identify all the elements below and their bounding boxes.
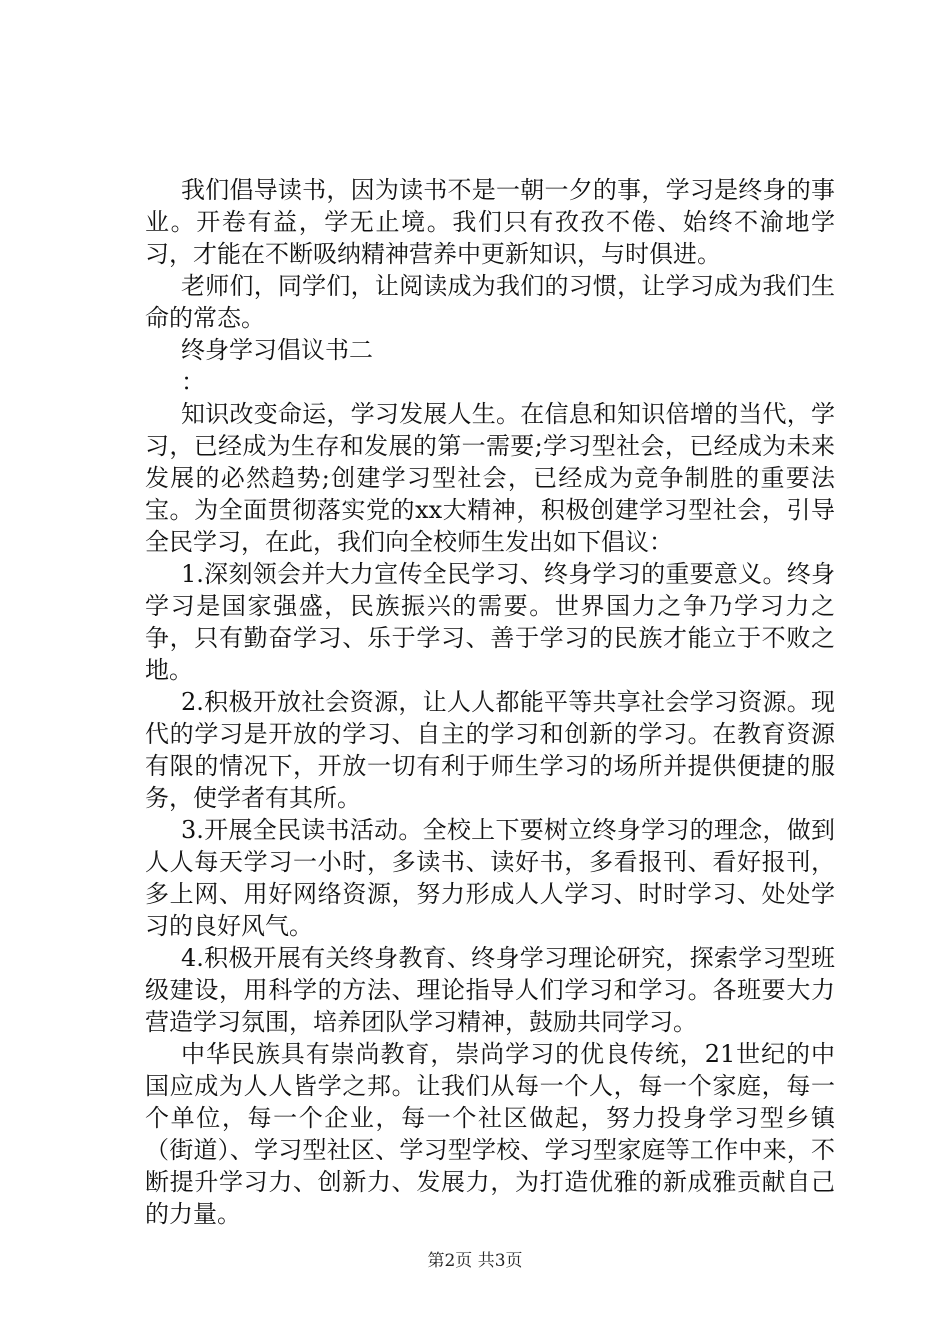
paragraph-intro: 知识改变命运，学习发展人生。在信息和知识倍增的当代，学习，已经成为生存和发展的第一需要;学习型社会，已经成为未来发展的必然趋势;创建学习型社会，已经成为竞争制胜的重要法宝。为全面贯彻落实党的xx大精神，积极创建学习型社会，引导全民学习，在此，我们向全校师生发出如下倡议： bbox=[145, 400, 835, 556]
paragraph-item-1: 1.深刻领会并大力宣传全民学习、终身学习的重要意义。终身学习是国家强盛，民族振兴的需要。世界国力之争乃学习力之争，只有勤奋学习、乐于学习、善于学习的民族才能立于不败之地。 bbox=[145, 560, 835, 684]
page-number-footer: 第2页 共3页 bbox=[427, 1251, 523, 1271]
paragraph-item-3: 3.开展全民读书活动。全校上下要树立终身学习的理念，做到人人每天学习一小时，多读书、读好书，多看报刊、看好报刊，多上网、用好网络资源，努力形成人人学习、时时学习、处处学习的良好风气。 bbox=[145, 816, 835, 940]
paragraph-item-2: 2.积极开放社会资源，让人人都能平等共享社会学习资源。现代的学习是开放的学习、自主的学习和创新的学习。在教育资源有限的情况下，开放一切有利于师生学习的场所并提供便捷的服务，使学者有其所。 bbox=[145, 688, 835, 812]
paragraph-teachers-students: 老师们，同学们，让阅读成为我们的习惯，让学习成为我们生命的常态。 bbox=[145, 272, 835, 332]
document-body bbox=[145, 174, 835, 1230]
paragraph-item-4: 4.积极开展有关终身教育、终身学习理论研究，探索学习型班级建设，用科学的方法、理论指导人们学习和学习。各班要大力营造学习氛围，培养团队学习精神，鼓励共同学习。 bbox=[145, 944, 835, 1036]
paragraph-closing: 中华民族具有崇尚教育，崇尚学习的优良传统，21世纪的中国应成为人人皆学之邦。让我们从每一个人，每一个家庭，每一个单位，每一个企业，每一个社区做起，努力投身学习型乡镇（街道）、学习型社区、学习型学校、学习型家庭等工作中来，不断提升学习力、创新力、发展力，为打造优雅的新成雅贡献自己的力量。 bbox=[145, 1040, 835, 1228]
paragraph-reading-advocacy: 我们倡导读书，因为读书不是一朝一夕的事，学习是终身的事业。开卷有益，学无止境。我们只有孜孜不倦、始终不渝地学习，才能在不断吸纳精神营养中更新知识，与时俱进。 bbox=[145, 176, 835, 268]
salutation-colon: ： bbox=[181, 368, 205, 396]
section-heading: 终身学习倡议书二 bbox=[181, 336, 373, 364]
